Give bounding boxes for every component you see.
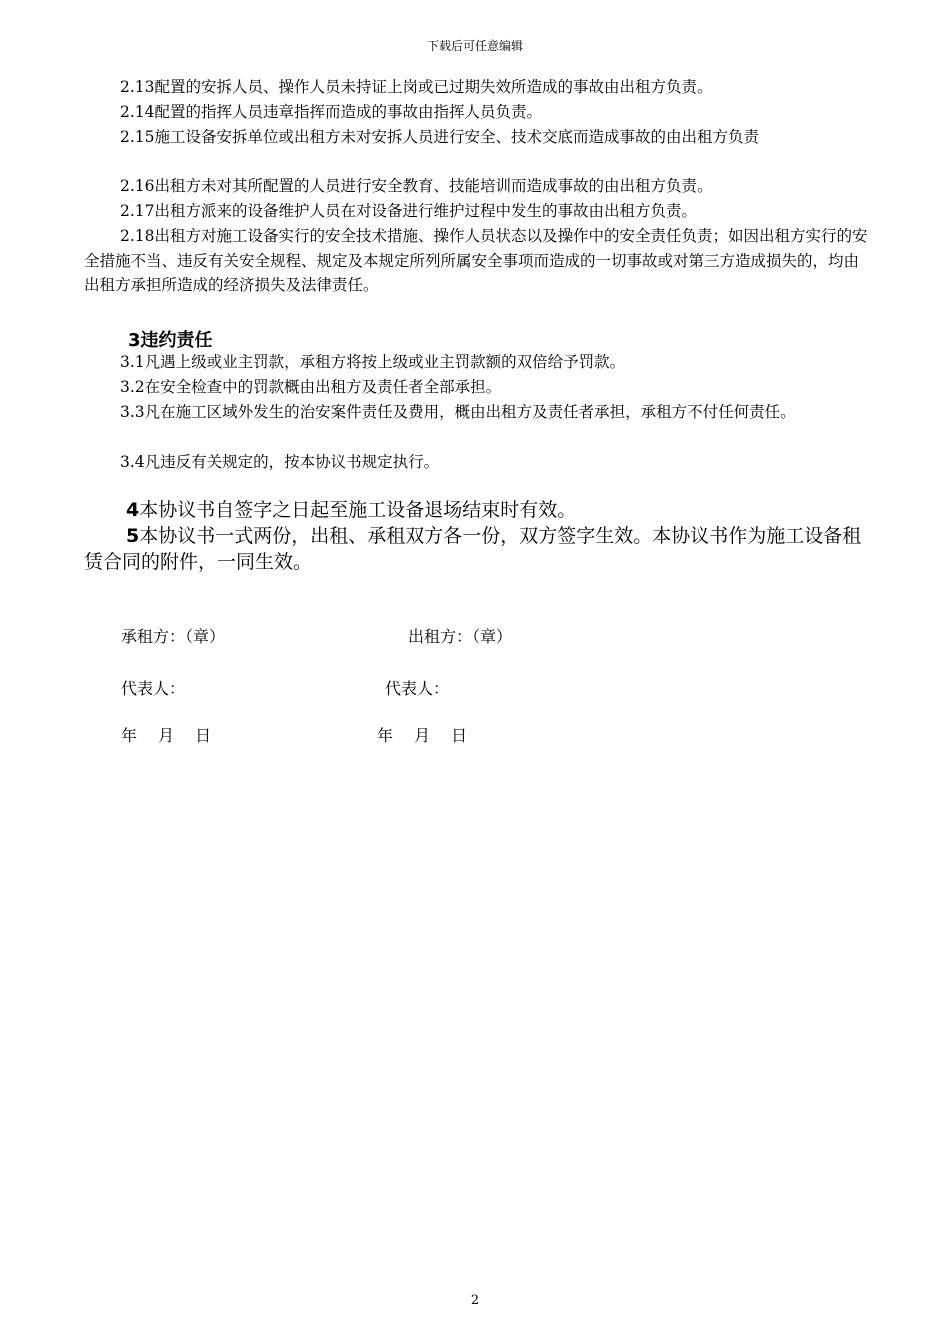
clause-3-4: 3.4凡违反有关规定的，按本协议书规定执行。	[120, 453, 440, 471]
clause-2-17: 2.17出租方派来的设备维护人员在对设备进行维护过程中发生的事故由出租方负责。	[120, 202, 698, 220]
lessee-date-line: 年 月 日	[121, 726, 212, 745]
clause-2-13: 2.13配置的安拆人员、操作人员未持证上岗或已过期失效所造成的事故由出租方负责。	[120, 78, 713, 96]
clause-5-number: 5	[126, 525, 140, 547]
clause-2-18: 2.18出租方对施工设备实行的安全技术措施、操作人员状态以及操作中的安全责任负责；如因出租方实行的安全措施不当、违反有关安全规程、规定及本规定所列所属安全事项而造成的一切事故或对第三方造成损失的，均由出租方承担所造成的经济损失及法律责任。	[84, 227, 868, 294]
page-header-note: 下载后可任意编辑	[426, 39, 523, 53]
clause-5	[84, 523, 874, 575]
lessor-seal-label: 出租方：（章）	[408, 627, 513, 646]
section-3-heading: 3违约责任	[128, 330, 213, 351]
lessor-representative-label: 代表人：	[385, 679, 450, 698]
clause-2-14: 2.14配置的指挥人员违章指挥而造成的事故由指挥人员负责。	[120, 103, 543, 121]
clause-5-text: 本协议书一式两份，出租、承租双方各一份，双方签字生效。本协议书作为施工设备租赁合同的附件，一同生效。	[84, 525, 862, 573]
clause-3-1: 3.1凡遇上级或业主罚款，承租方将按上级或业主罚款额的双倍给予罚款。	[120, 353, 626, 371]
page-number: 2	[470, 1293, 480, 1308]
clause-2-15: 2.15施工设备安拆单位或出租方未对安拆人员进行安全、技术交底而造成事故的由出租方负责	[120, 128, 760, 146]
lessee-seal-label: 承租方：（章）	[121, 627, 226, 646]
clause-2-16: 2.16出租方未对其所配置的人员进行安全教育、技能培训而造成事故的由出租方负责。	[120, 177, 713, 195]
clause-4-number: 4	[126, 499, 140, 521]
lessee-representative-label: 代表人：	[121, 679, 186, 698]
clause-4	[84, 497, 874, 523]
lessor-date-line: 年 月 日	[377, 726, 468, 745]
clause-4-text: 本协议书自签字之日起至施工设备退场结束时有效。	[139, 499, 577, 521]
clause-3-3: 3.3凡在施工区域外发生的治安案件责任及费用，概由出租方及责任者承担，承租方不付任何责任。	[120, 403, 796, 421]
clause-3-2: 3.2在安全检查中的罚款概由出租方及责任者全部承担。	[120, 378, 502, 396]
